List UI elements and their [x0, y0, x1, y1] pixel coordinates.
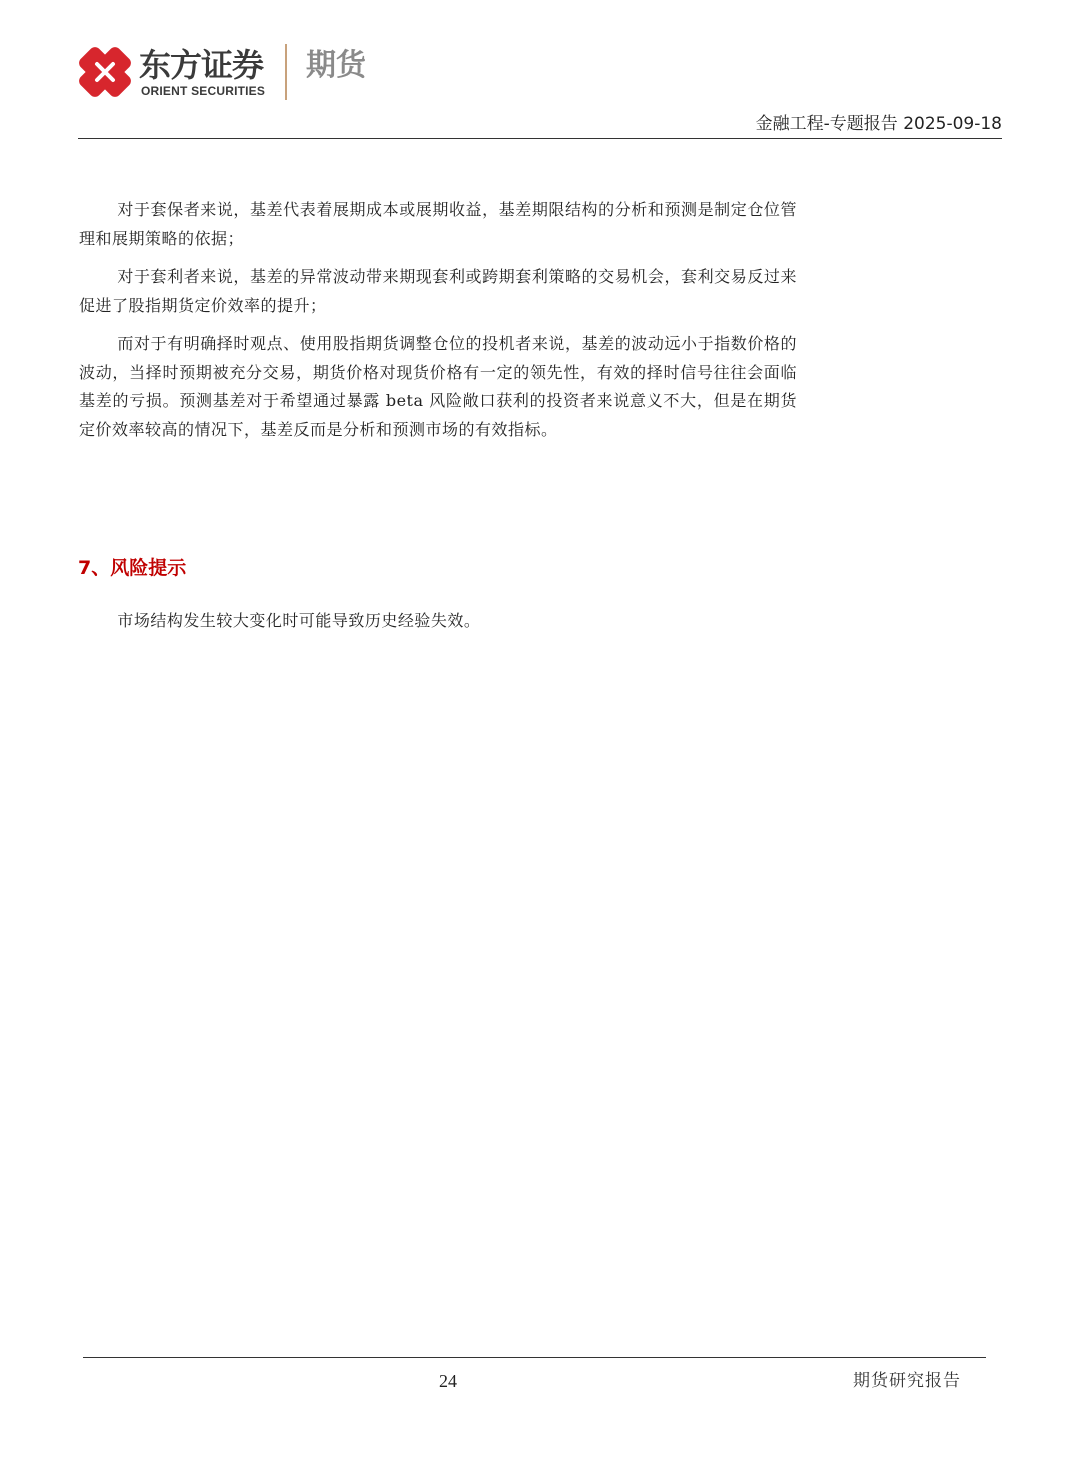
report-tag: 金融工程-专题报告 2025-09-18 — [755, 114, 1002, 134]
paragraph-hedgers: 对于套保者来说，基差代表着展期成本或展期收益，基差期限结构的分析和预测是制定仓位管理和展期策略的依据； — [79, 200, 797, 248]
brand-divider — [285, 44, 287, 100]
header-divider — [78, 138, 1002, 139]
footer-divider — [83, 1357, 986, 1358]
paragraph-speculators: 而对于有明确择时观点、使用股指期货调整仓位的投机者来说，基差的波动远小于指数价格的波动，当择时预期被充分交易，期货价格对现货价格有一定的领先性，有效的择时信号往往会面临基差的亏损。预测基差对于希望通过暴露 beta 风险敞口获利的投资者来说意义不大，但是在期货定价效率较高的情况下，基差反而是分析和预测市场的有效指标。 — [79, 334, 797, 439]
page-number: 24 — [439, 1371, 457, 1391]
section-heading-risk: 7、风险提示 — [78, 557, 187, 579]
brand-name-en: ORIENT SECURITIES — [141, 84, 266, 98]
risk-warning-text: 市场结构发生较大变化时可能导致历史经验失效。 — [117, 611, 481, 630]
body-content — [79, 196, 797, 444]
brand-name-cn: 东方证券 — [139, 46, 264, 84]
paragraph-arbitrageurs: 对于套利者来说，基差的异常波动带来期现套利或跨期套利策略的交易机会，套利交易反过来促进了股指期货定价效率的提升； — [79, 267, 797, 315]
footer-label: 期货研究报告 — [853, 1371, 961, 1391]
orient-securities-logo-icon — [78, 42, 132, 102]
brand-division: 期货 — [306, 48, 366, 83]
